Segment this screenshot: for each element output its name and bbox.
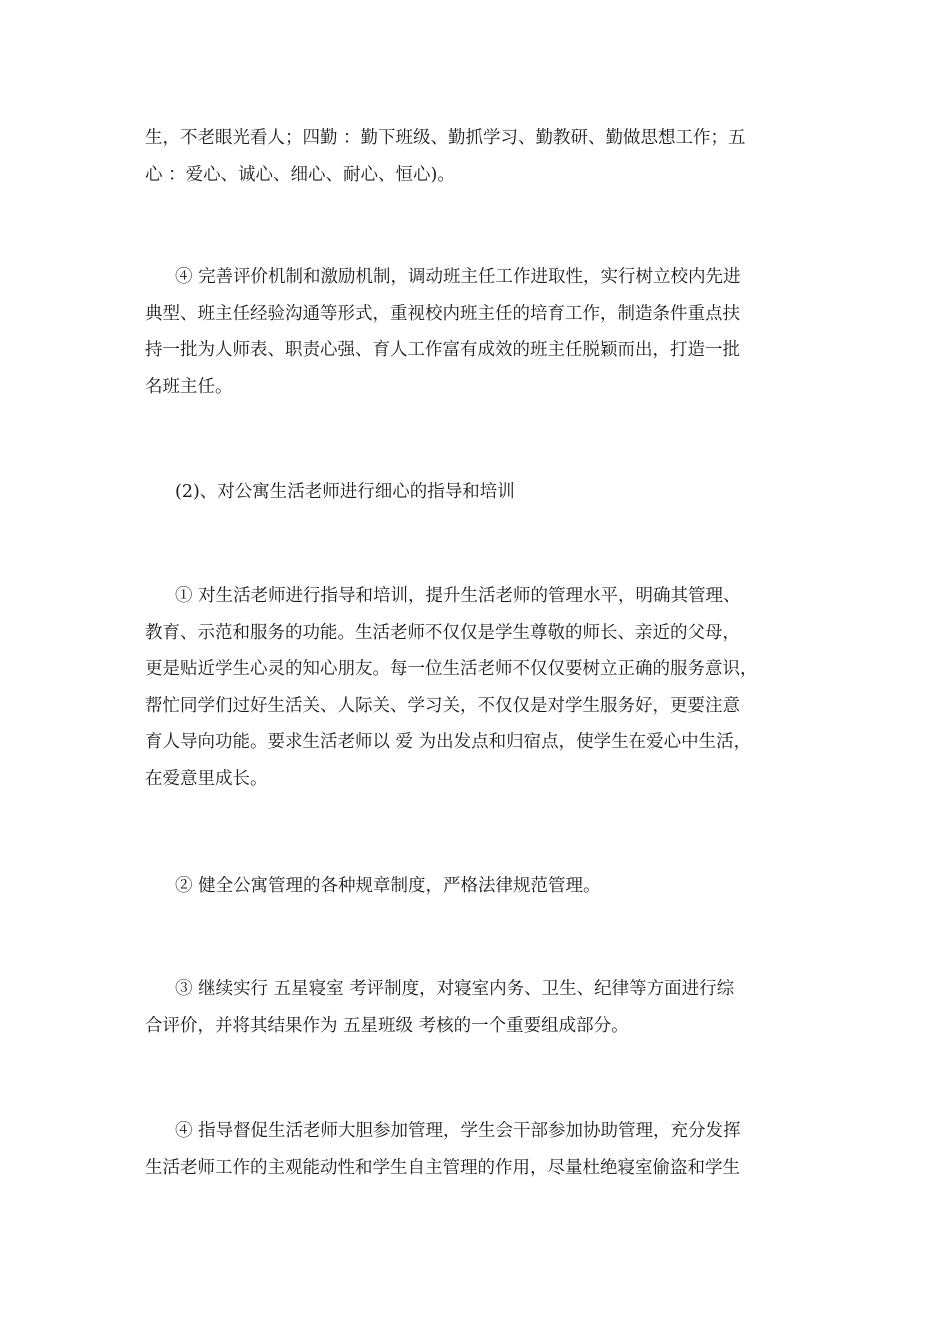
paragraph-five-star-dorm <box>145 971 815 1044</box>
text-line: 合评价，并将其结果作为 五星班级 考核的一个重要组成部分。 <box>145 1015 629 1036</box>
text-line: 教育、示范和服务的功能。生活老师不仅仅是学生尊敬的师长、亲近的父母， <box>145 622 740 643</box>
text-line: 育人导向功能。要求生活老师以 爱 为出发点和归宿点，使学生在爱心中生活， <box>145 732 752 752</box>
paragraph-supervision <box>145 1113 815 1186</box>
text-line: 典型、班主任经验沟通等形式，重视校内班主任的培育工作，制造条件重点扶 <box>145 303 740 324</box>
text-line: ② 健全公寓管理的各种规章制度，严格法律规范管理。 <box>175 876 601 896</box>
text-line: 帮忙同学们过好生活关、人际关、学习关，不仅仅是对学生服务好，更要注意 <box>145 695 740 716</box>
text-line: 持一批为人师表、职责心强、育人工作富有成效的班主任脱颖而出，打造一批 <box>145 340 740 360</box>
text-line: 生，不老眼光看人；四勤 ：勤下班级、勤抓学习、勤教研、勤做思想工作；五 <box>145 128 746 148</box>
text-line: ③ 继续实行 五星寝室 考评制度，对寝室内务、卫生、纪律等方面进行综 <box>175 979 735 999</box>
text-line: 更是贴近学生心灵的知心朋友。每一位生活老师不仅仅要树立正确的服务意识， <box>145 659 758 679</box>
text-line: 心 ：爱心、诚心、细心、耐心、恒心)。 <box>145 164 455 185</box>
text-line: 名班主任。 <box>145 376 233 397</box>
text-line: 在爱意里成长。 <box>145 768 268 789</box>
text-line: ④ 指导督促生活老师大胆参加管理，学生会干部参加协助管理，充分发挥 <box>175 1121 741 1141</box>
text-line: 生活老师工作的主观能动性和学生自主管理的作用，尽量杜绝寝室偷盗和学生 <box>145 1157 740 1178</box>
paragraph-evaluation-mechanism <box>145 259 815 405</box>
paragraph-life-teacher-training <box>145 578 815 797</box>
heading-line: (2)、对公寓生活老师进行细心的指导和培训 <box>175 482 515 502</box>
text-line: ④ 完善评价机制和激励机制，调动班主任工作进取性，实行树立校内先进 <box>175 267 741 287</box>
text-line: ① 对生活老师进行指导和培训，提升生活老师的管理水平，明确其管理、 <box>175 586 741 606</box>
paragraph-continuation <box>145 120 815 193</box>
section-heading <box>145 474 815 511</box>
paragraph-rules <box>145 868 815 905</box>
